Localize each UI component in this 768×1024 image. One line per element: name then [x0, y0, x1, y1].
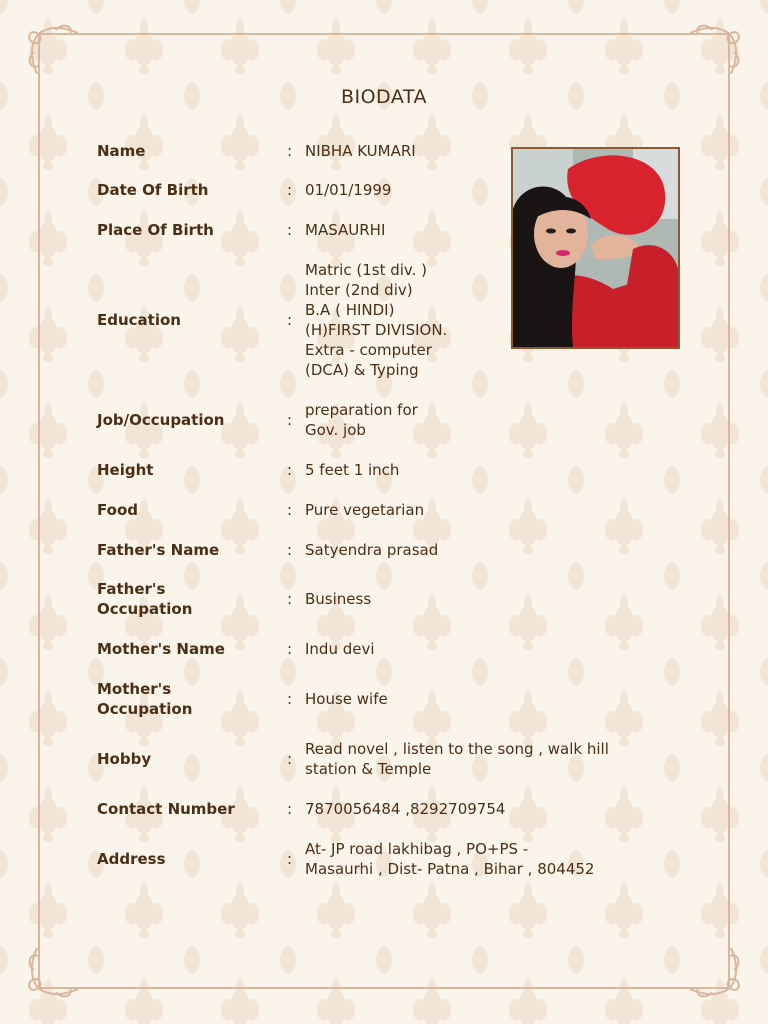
field-row-contact-number — [97, 799, 505, 819]
field-separator: : — [287, 850, 293, 868]
field-label: Hobby — [97, 750, 152, 768]
field-value: Matric (1st div. ) Inter (2nd div) B.A ( HINDI) (H)FIRST DIVISION. Extra - computer (DCA) & Typing — [305, 261, 448, 379]
field-row-place-of-birth — [97, 220, 385, 240]
field-label: Father's Occupation — [97, 580, 193, 618]
field-row-hobby — [97, 739, 609, 779]
corner-flourish-icon — [690, 18, 746, 74]
field-row-date-of-birth — [97, 180, 391, 200]
field-separator: : — [287, 501, 293, 519]
field-value: Indu devi — [305, 640, 375, 658]
field-value: MASAURHI — [305, 221, 386, 239]
portrait-illustration — [513, 149, 678, 347]
field-value: Read novel , listen to the song , walk hill station & Temple — [305, 740, 609, 778]
field-row-name — [97, 141, 416, 161]
field-label: Address — [97, 850, 166, 868]
field-separator: : — [287, 142, 293, 160]
corner-flourish-icon — [22, 948, 78, 1004]
field-row-food — [97, 500, 424, 520]
field-separator: : — [287, 181, 293, 199]
field-separator: : — [287, 541, 293, 559]
field-value: NIBHA KUMARI — [305, 142, 416, 160]
field-label: Contact Number — [97, 800, 235, 818]
field-label: Date Of Birth — [97, 181, 209, 199]
field-row-address — [97, 839, 594, 879]
field-row-mothers-occupation — [97, 679, 388, 719]
field-separator: : — [287, 411, 293, 429]
field-value: At- JP road lakhibag , PO+PS - Masaurhi , Dist- Patna , Bihar , 804452 — [305, 840, 595, 878]
field-separator: : — [287, 461, 293, 479]
profile-photo — [511, 147, 680, 349]
page-title: BIODATA — [340, 86, 428, 108]
field-row-fathers-occupation — [97, 579, 371, 619]
field-label: Place Of Birth — [97, 221, 214, 239]
field-label: Mother's Name — [97, 640, 225, 658]
field-label: Father's Name — [97, 541, 220, 559]
field-separator: : — [287, 750, 293, 768]
field-value: Satyendra prasad — [305, 541, 439, 559]
field-value: Pure vegetarian — [305, 501, 425, 519]
field-separator: : — [287, 590, 293, 608]
field-row-job-occupation — [97, 400, 418, 440]
field-row-fathers-name — [97, 540, 438, 560]
field-label: Job/Occupation — [97, 411, 225, 429]
field-value: 7870056484 ,8292709754 — [305, 800, 506, 818]
field-value: 5 feet 1 inch — [305, 461, 400, 479]
field-value: House wife — [305, 690, 388, 708]
field-separator: : — [287, 640, 293, 658]
corner-flourish-icon — [22, 18, 78, 74]
field-label: Education — [97, 311, 181, 329]
field-label: Mother's Occupation — [97, 680, 193, 718]
field-label: Height — [97, 461, 154, 479]
field-row-height — [97, 460, 399, 480]
field-separator: : — [287, 690, 293, 708]
field-row-education — [97, 260, 447, 380]
field-label: Name — [97, 142, 146, 160]
field-separator: : — [287, 800, 293, 818]
field-separator: : — [287, 311, 293, 329]
corner-flourish-icon — [690, 948, 746, 1004]
field-label: Food — [97, 501, 138, 519]
field-separator: : — [287, 221, 293, 239]
field-value: Business — [305, 590, 372, 608]
field-value: preparation for Gov. job — [305, 401, 418, 439]
field-value: 01/01/1999 — [305, 181, 392, 199]
field-row-mothers-name — [97, 639, 375, 659]
